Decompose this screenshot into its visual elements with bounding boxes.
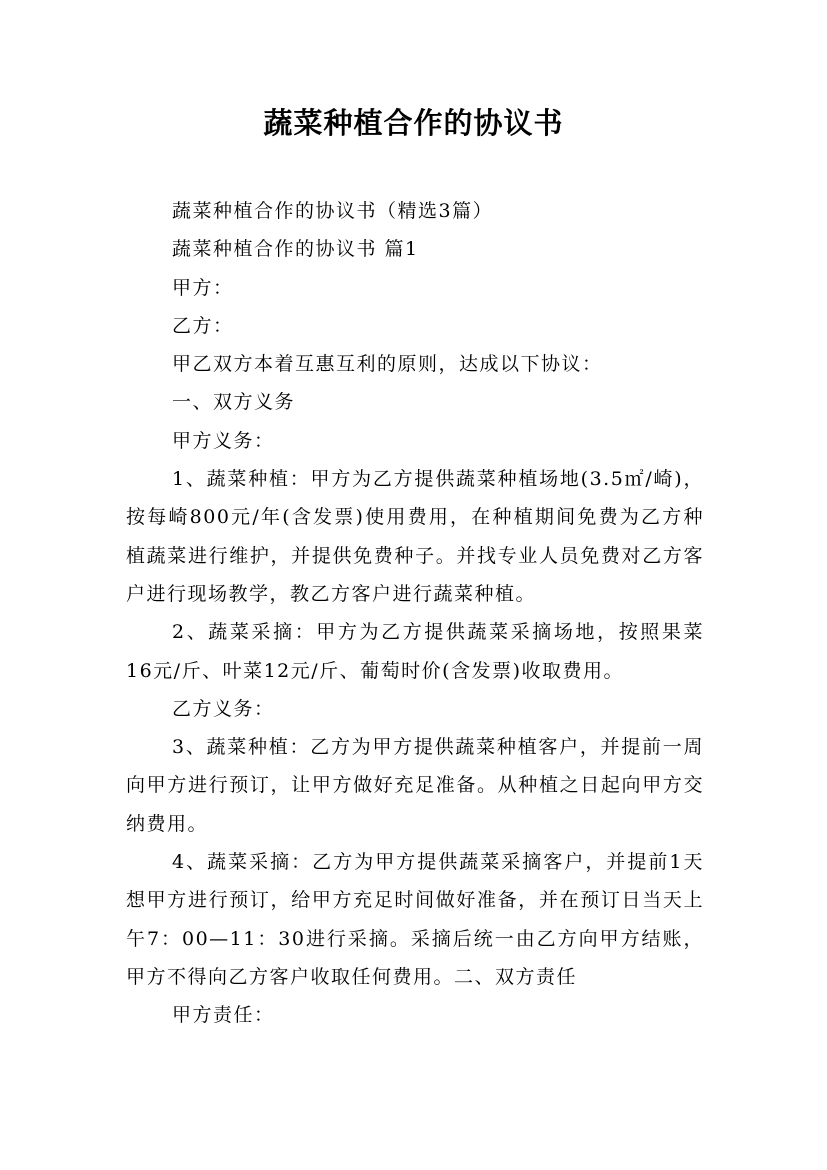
document-body xyxy=(126,192,704,1035)
paragraph-party-b: 乙方： xyxy=(172,314,234,337)
paragraph-clause-4: 4、蔬菜采摘：乙方为甲方提供蔬菜采摘客户，并提前1天想甲方进行预订，给甲方充足时间做好准备，并在预订日当天上午7：00—11：30进行采摘。采摘后统一由乙方向甲方结账，甲方不得向乙方客户收取任何费用。二、双方责任 xyxy=(126,851,704,988)
paragraph-party-a-obligations: 甲方义务： xyxy=(172,429,275,452)
paragraph-clause-1: 1、蔬菜种植：甲方为乙方提供蔬菜种植场地(3.5㎡/崎)，按每崎800元/年(含发票)使用费用，在种植期间免费为乙方种植蔬菜进行维护，并提供免费种子。并找专业人员免费对乙方客户进行现场教学，教乙方客户进行蔬菜种植。 xyxy=(126,468,704,605)
paragraph-part-heading: 蔬菜种植合作的协议书 篇1 xyxy=(172,238,419,261)
document-title: 蔬菜种植合作的协议书 xyxy=(263,106,564,140)
paragraph-party-b-obligations: 乙方义务： xyxy=(172,697,275,720)
paragraph-party-a: 甲方： xyxy=(172,276,234,299)
paragraph-clause-2: 2、蔬菜采摘：甲方为乙方提供蔬菜采摘场地，按照果菜16元/斤、叶菜12元/斤、葡萄时价(含发票)收取费用。 xyxy=(126,621,704,682)
paragraph-section-obligations: 一、双方义务 xyxy=(172,391,296,414)
paragraph-preamble: 甲乙双方本着互惠互利的原则，达成以下协议： xyxy=(172,353,603,376)
paragraph-subtitle: 蔬菜种植合作的协议书（精选3篇） xyxy=(172,200,494,222)
paragraph-clause-3: 3、蔬菜种植：乙方为甲方提供蔬菜种植客户，并提前一周向甲方进行预订，让甲方做好充足准备。从种植之日起向甲方交纳费用。 xyxy=(126,736,704,835)
paragraph-party-a-responsibilities: 甲方责任： xyxy=(172,1004,275,1027)
